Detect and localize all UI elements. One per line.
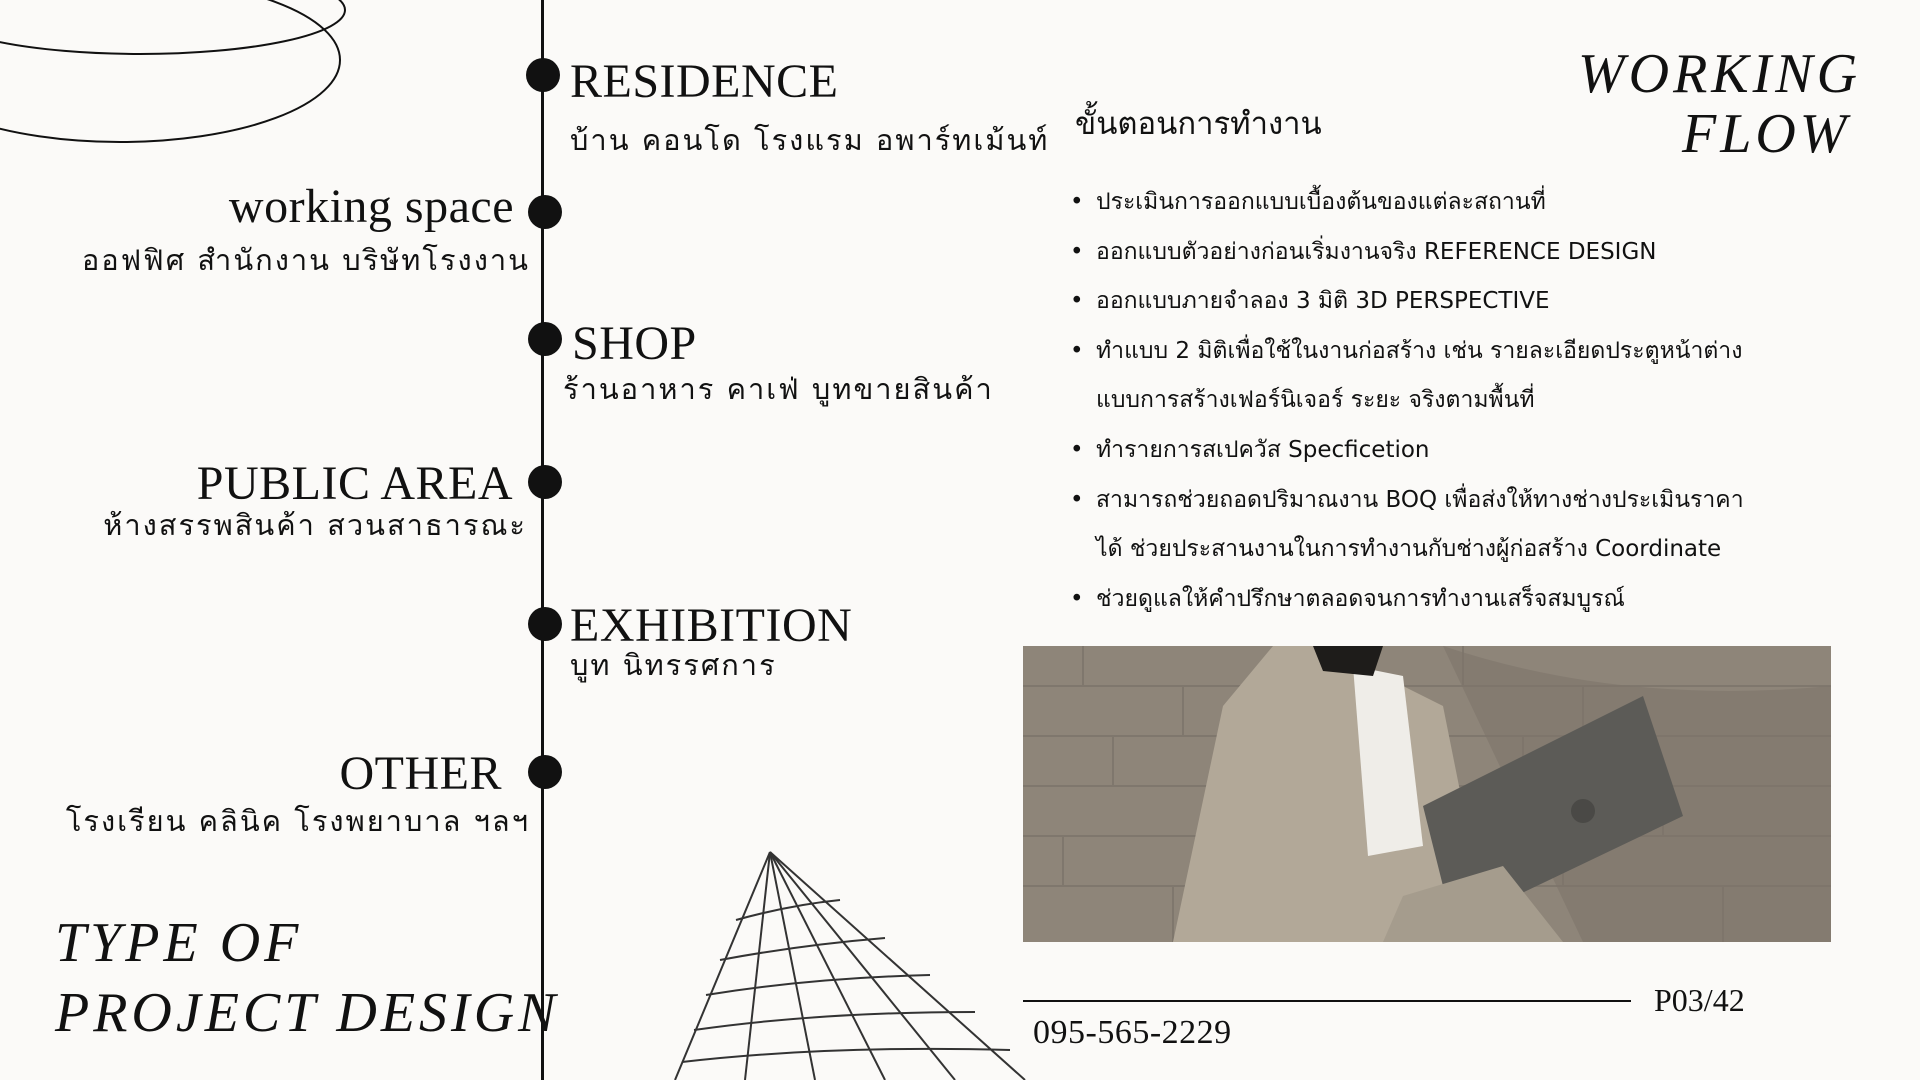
project-types-heading-line1: TYPE OF	[55, 912, 303, 974]
list-item: • ประเมินการออกแบบเบื้องต้นของแต่ละสถานที่	[1070, 178, 1830, 228]
timeline-dot	[528, 755, 562, 789]
list-item: • ทำแบบ 2 มิติเพื่อใช้ในงานก่อสร้าง เช่น รายละเอียดประตูหน้าต่าง	[1070, 327, 1830, 377]
timeline-dot	[528, 195, 562, 229]
list-item: • สามารถช่วยถอดปริมาณงาน BOQ เพื่อส่งให้ทางช่างประเมินราคา	[1070, 476, 1830, 526]
timeline-axis	[541, 0, 544, 1080]
working-flow-title-line1: WORKING	[1578, 43, 1862, 105]
timeline-title-residence: RESIDENCE	[570, 55, 839, 108]
project-types-heading-line2: PROJECT DESIGN	[55, 982, 560, 1044]
list-item: • ทำรายการสเปควัส Specficetion	[1070, 426, 1830, 476]
list-item-continuation: แบบการสร้างเฟอร์นิเจอร์ ระยะ จริงตามพื้นที่	[1096, 387, 1535, 414]
decorative-swirl	[0, 0, 360, 150]
list-item: • ออกแบบตัวอย่างก่อนเริ่มงานจริง REFERENCE DESIGN	[1070, 228, 1830, 278]
footer-divider	[1023, 1000, 1631, 1002]
working-flow-steps	[1070, 178, 1830, 624]
list-item-continuation: ได้ ช่วยประสานงานในการทำงานกับช่างผู้ก่อสร้าง Coordinate	[1096, 536, 1722, 563]
timeline-dot	[528, 322, 562, 356]
timeline-dot	[528, 607, 562, 641]
timeline-subtitle-public-area: ห้างสรรพสินค้า สวนสาธารณะ	[103, 508, 527, 542]
timeline-title-working-space: working space	[228, 180, 514, 233]
timeline-title-exhibition: EXHIBITION	[570, 599, 853, 652]
timeline-title-shop: SHOP	[572, 317, 697, 370]
timeline-title-public-area: PUBLIC AREA	[196, 457, 513, 510]
timeline-subtitle-residence: บ้าน คอนโด โรงแรม อพาร์ทเม้นท์	[570, 123, 1050, 157]
list-item: • ออกแบบภายจำลอง 3 มิติ 3D PERSPECTIVE	[1070, 277, 1830, 327]
timeline-dot	[526, 58, 560, 92]
photo-person-with-laptop	[1023, 646, 1831, 942]
list-item: • ช่วยดูแลให้คำปรึกษาตลอดจนการทำงานเสร็จสมบูรณ์	[1070, 575, 1830, 625]
working-flow-title-line2: FLOW	[1682, 103, 1851, 165]
phone-number: 095-565-2229	[1033, 1014, 1232, 1051]
timeline-subtitle-working-space: ออฟฟิศ สำนักงาน บริษัทโรงงาน	[81, 243, 530, 277]
timeline-title-other: OTHER	[339, 747, 502, 800]
page-number: P03/42	[1654, 982, 1745, 1018]
timeline-dot	[528, 465, 562, 499]
timeline-subtitle-shop: ร้านอาหาร คาเฟ่ บูทขายสินค้า	[563, 372, 994, 406]
timeline-subtitle-other: โรงเรียน คลินิค โรงพยาบาล ฯลฯ	[65, 804, 530, 838]
timeline-subtitle-exhibition: บูท นิทรรศการ	[570, 648, 777, 682]
working-flow-heading: ขั้นตอนการทำงาน	[1075, 106, 1322, 142]
